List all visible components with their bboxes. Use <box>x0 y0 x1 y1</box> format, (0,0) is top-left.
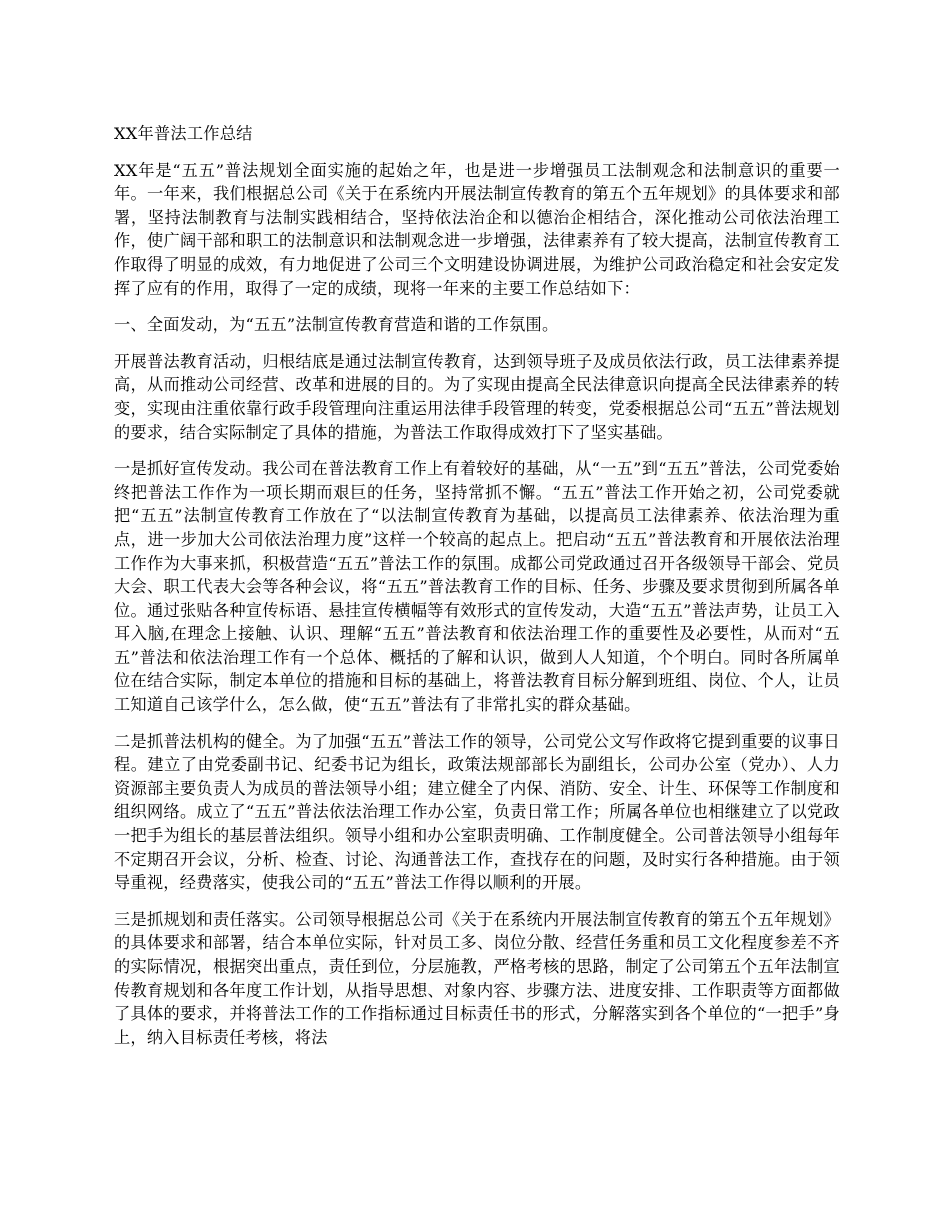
body-paragraph-2: 一是抓好宣传发动。我公司在普法教育工作上有着较好的基础，从“一五”到“五五”普法，公司党委始终把普法工作作为一项长期而艰巨的任务，坚持常抓不懈。“五五”普法工作开始之初，公司党委就把“五五”法制宣传教育工作放在了“以法制宣传教育为基础，以提高员工法律素养、依法治理为重点，进一步加大公司依法治理力度”这样一个较高的起点上。把启动“五五”普法教育和开展依法治理工作作为大事来抓，积极营造“五五”普法工作的氛围。成都公司党政通过召开各级领导干部会、党员大会、职工代表大会等各种会议，将“五五”普法教育工作的目标、任务、步骤及要求贯彻到所属各单位。通过张贴各种宣传标语、悬挂宣传横幅等有效形式的宣传发动，大造“五五”普法声势，让员工入耳入脑,在理念上接触、认识、理解“五五”普法教育和依法治理工作的重要性及必要性，从而对“五五”普法和依法治理工作有一个总体、概括的了解和认识，做到人人知道，个个明白。同时各所属单位在结合实际，制定本单位的措施和目标的基础上，将普法教育目标分解到班组、岗位、个人，让员工知道自己该学什么，怎么做，使“五五”普法有了非常扎实的群众基础。 <box>114 459 840 715</box>
body-paragraph-1: 开展普法教育活动，归根结底是通过法制宣传教育，达到领导班子及成员依法行政，员工法律素养提高，从而推动公司经营、改革和进展的目的。为了实现由提高全民法律意识向提高全民法律素养的转变，实现由注重依靠行政手段管理向注重运用法律手段管理的转变，党委根据总公司“五五”普法规划的要求，结合实际制定了具体的措施，为普法工作取得成效打下了坚实基础。 <box>114 351 840 442</box>
intro-paragraph: XX年是“五五”普法规划全面实施的起始之年，也是进一步增强员工法制观念和法制意识的重要一年。一年来，我们根据总公司《关于在系统内开展法制宣传教育的第五个五年规划》的具体要求和部署，坚持法制教育与法制实践相结合，坚持依法治企和以德治企相结合，深化推动公司依法治理工作，使广阔干部和职工的法制意识和法制观念进一步增强，法律素养有了较大提高，法制宣传教育工作取得了明显的成效，有力地促进了公司三个文明建设协调进展，为维护公司政治稳定和社会安定发挥了应有的作用，取得了一定的成绩，现将一年来的主要工作总结如下： <box>114 160 840 298</box>
document-title: XX年普法工作总结 <box>114 124 253 143</box>
body-paragraph-4: 三是抓规划和责任落实。公司领导根据总公司《关于在系统内开展法制宣传教育的第五个五年规划》的具体要求和部署，结合本单位实际，针对员工多、岗位分散、经营任务重和员工文化程度参差不齐的实际情况，根据突出重点，责任到位，分层施教，严格考核的思路，制定了公司第五个五年法制宣传教育规划和各年度工作计划，从指导思想、对象内容、步骤方法、进度安排、工作职责等方面都做了具体的要求，并将普法工作的工作指标通过目标责任书的形式，分解落实到各个单位的“一把手”身上，纳入目标责任考核，将法 <box>114 909 840 1047</box>
body-paragraph-3: 二是抓普法机构的健全。为了加强“五五”普法工作的领导，公司党公文写作政将它提到重要的议事日程。建立了由党委副书记、纪委书记为组长，政策法规部部长为副组长，公司办公室（党办）、人力资源部主要负责人为成员的普法领导小组；建立健全了内保、消防、安全、计生、环保等工作制度和组织网络。成立了“五五”普法依法治理工作办公室，负责日常工作；所属各单位也相继建立了以党政一把手为组长的基层普法组织。领导小组和办公室职责明确、工作制度健全。公司普法领导小组每年不定期召开会议，分析、检查、讨论、沟通普法工作，查找存在的问题，及时实行各种措施。由于领导重视，经费落实，使我公司的“五五”普法工作得以顺利的开展。 <box>114 731 840 893</box>
section-heading-1: 一、全面发动，为“五五”法制宣传教育营造和谐的工作氛围。 <box>114 315 559 335</box>
document-page <box>114 122 840 1062</box>
